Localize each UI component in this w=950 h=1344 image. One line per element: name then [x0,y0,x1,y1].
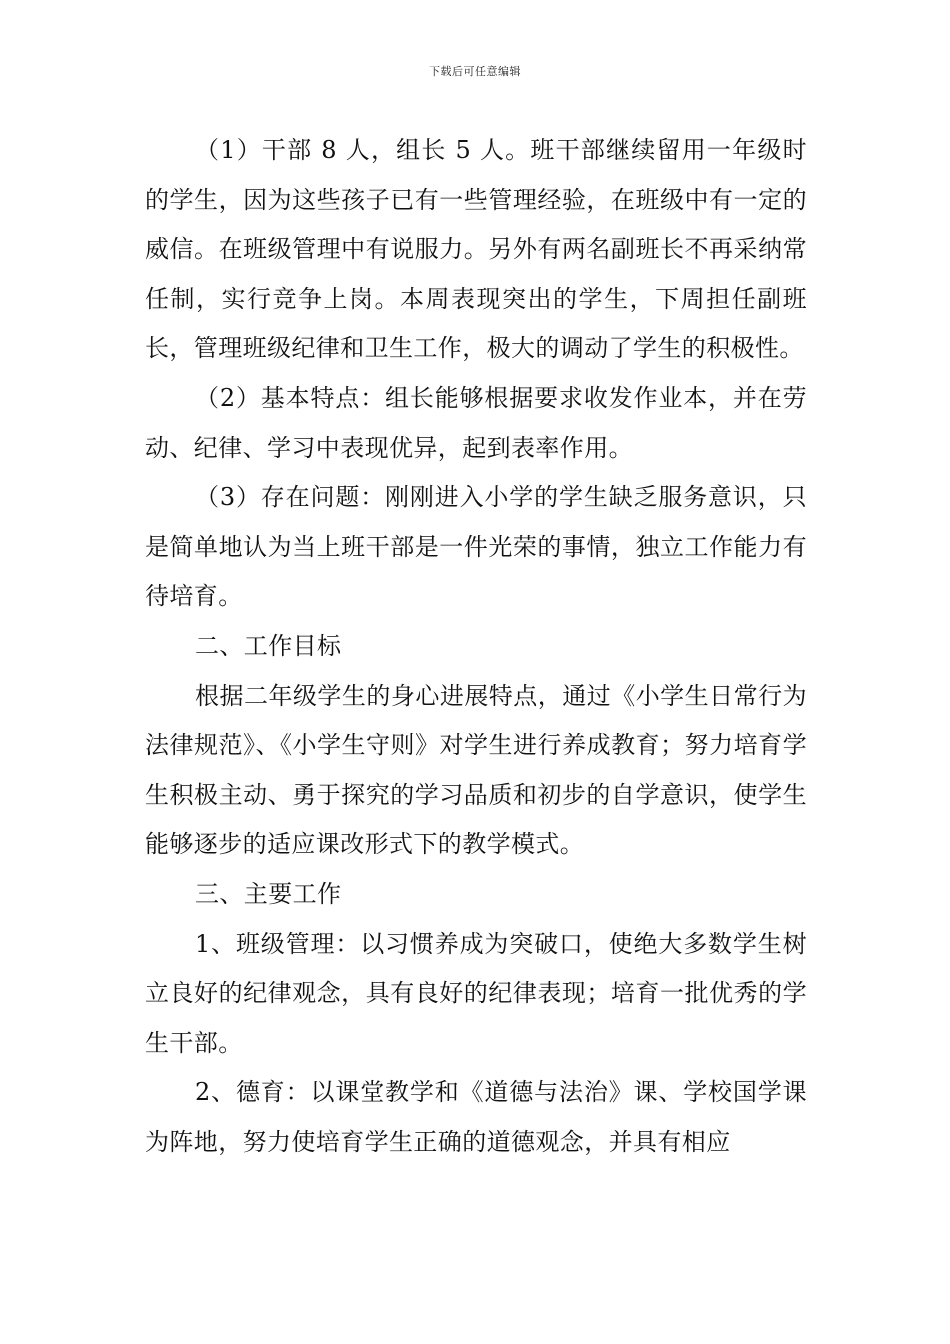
paragraph-cadre-composition: （1）干部 8 人，组长 5 人。班干部继续留用一年级时的学生，因为这些孩子已有一些管理经验，在班级中有一定的威信。在班级管理中有说服力。另外有两名副班长不再采纳常任制，实行竞争上岗。本周表现突出的学生，下周担任副班长，管理班级纪律和卫生工作，极大的调动了学生的积极性。 [145,136,807,363]
section-heading-main-work: 三、主要工作 [195,879,342,908]
paragraph-work-goals: 根据二年级学生的身心进展特点，通过《小学生日常行为法律规范》、《小学生守则》对学生进行养成教育；努力培育学生积极主动、勇于探究的学习品质和初步的自学意识，使学生能够逐步的适应课改形式下的教学模式。 [145,681,807,859]
paragraph-existing-problems: （3）存在问题：刚刚进入小学的学生缺乏服务意识，只是简单地认为当上班干部是一件光荣的事情，独立工作能力有待培育。 [145,483,807,611]
paragraph-class-management: 1、班级管理：以习惯养成为突破口，使绝大多数学生树立良好的纪律观念，具有良好的纪律表现；培育一批优秀的学生干部。 [145,929,807,1057]
paragraph-moral-education: 2、德育：以课堂教学和《道德与法治》课、学校国学课为阵地，努力使培育学生正确的道德观念，并具有相应 [145,1078,807,1156]
section-heading-work-goals: 二、工作目标 [195,631,342,660]
page-header: 下载后可任意编辑 [429,65,521,78]
document-body [145,126,807,1167]
paragraph-basic-features: （2）基本特点：组长能够根据要求收发作业本，并在劳动、纪律、学习中表现优异，起到表率作用。 [145,383,807,462]
